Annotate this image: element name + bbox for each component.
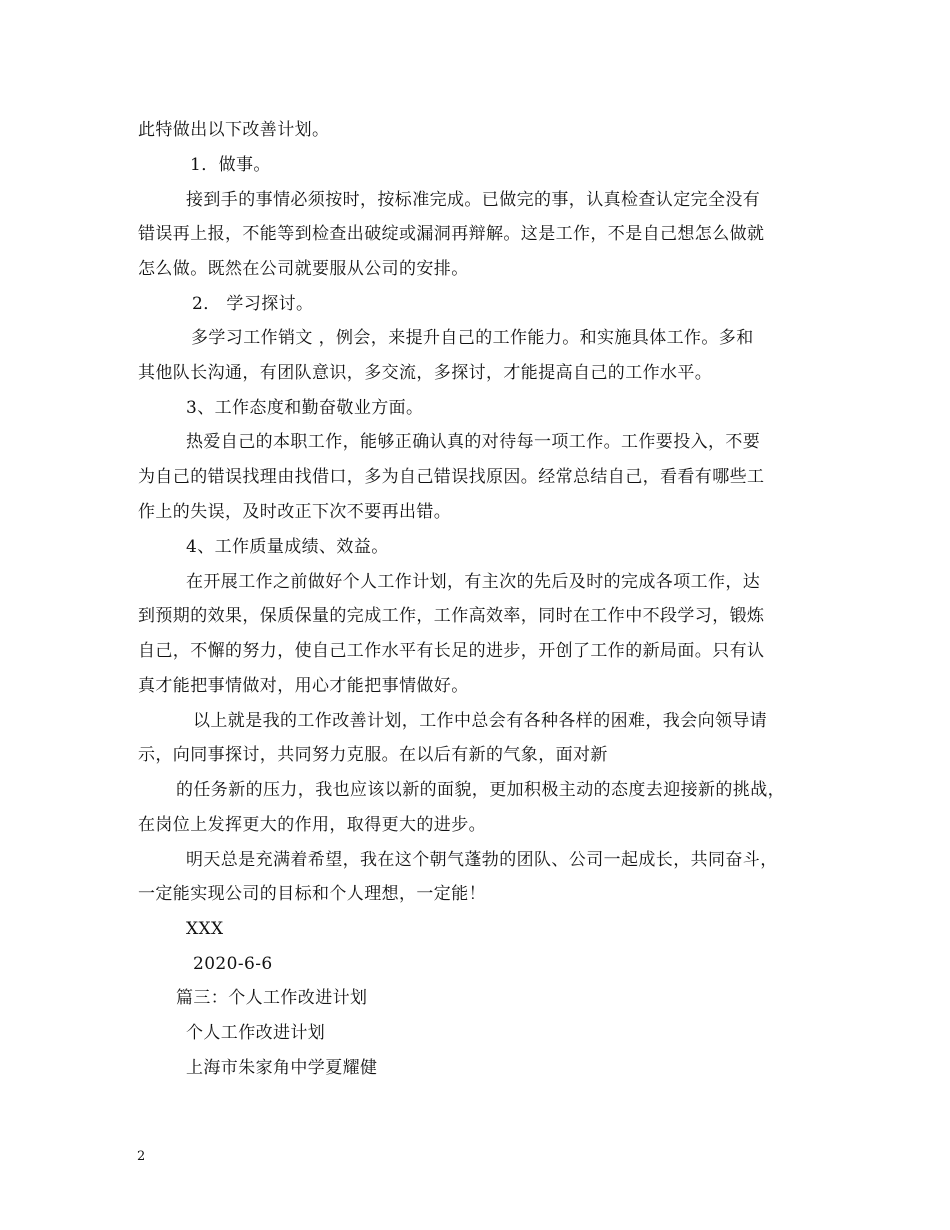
text-line: 接到手的事情必须按时，按标准完成。已做完的事，认真检查认定完全没有 — [186, 190, 761, 210]
section-heading: 3、工作态度和勤奋敬业方面。 — [186, 398, 424, 418]
text-line: 在开展工作之前做好个人工作计划，有主次的先后及时的完成各项工作，达 — [186, 572, 761, 592]
text-line: 以上就是我的工作改善计划，工作中总会有各种各样的困难，我会向领导请 — [193, 711, 768, 731]
text-line: 明天总是充满着希望，我在这个朝气蓬勃的团队、公司一起成长，共同奋斗， — [186, 850, 778, 870]
page-number: 2 — [137, 1149, 146, 1164]
text-line: 到预期的效果，保质保量的完成工作，工作高效率，同时在工作中不段学习，锻炼 — [138, 606, 765, 626]
signature-name: XXX — [186, 919, 224, 939]
signature-date: 2020-6-6 — [193, 954, 273, 974]
text-line: 为自己的错误找理由找借口，多为自己错误找原因。经常总结自己，看看有哪些工 — [138, 467, 765, 487]
text-line: 一定能实现公司的目标和个人理想，一定能！ — [138, 884, 486, 904]
text-line: 的任务新的压力，我也应该以新的面貌，更加积极主动的态度去迎接新的挑战， — [176, 780, 785, 800]
text-line: 热爱自己的本职工作，能够正确认真的对待每一项工作。工作要投入，不要 — [186, 432, 761, 452]
text-line: 错误再上报，不能等到检查出破绽或漏洞再辩解。这是工作，不是自己想怎么做就 — [138, 224, 765, 244]
section-heading: 1．做事。 — [190, 155, 271, 175]
section-heading: 2． 学习探讨。 — [192, 294, 314, 314]
text-line: 多学习工作销文 ，例会，来提升自己的工作能力。和实施具体工作。多和 — [191, 328, 754, 348]
text-line: 自己，不懈的努力，使自己工作水平有长足的进步，开创了工作的新局面。只有认 — [138, 641, 765, 661]
text-line: 怎么做。既然在公司就要服从公司的安排。 — [138, 259, 469, 279]
article-title: 个人工作改进计划 — [186, 1023, 326, 1043]
text-line: 作上的失误，及时改正下次不要再出错。 — [138, 502, 452, 522]
section-heading: 4、工作质量成绩、效益。 — [186, 537, 389, 557]
article-author: 上海市朱家角中学夏耀健 — [186, 1058, 378, 1078]
text-line: 此特做出以下改善计划。 — [138, 120, 330, 140]
text-line: 在岗位上发挥更大的作用，取得更大的进步。 — [138, 815, 486, 835]
text-line: 真才能把事情做对，用心才能把事情做好。 — [138, 676, 469, 696]
text-line: 示，向同事探讨，共同努力克服。在以后有新的气象，面对新 — [138, 745, 608, 765]
text-line: 其他队长沟通，有团队意识，多交流，多探讨，才能提高自己的工作水平。 — [138, 363, 713, 383]
article-heading: 篇三：个人工作改进计划 — [176, 988, 368, 1008]
